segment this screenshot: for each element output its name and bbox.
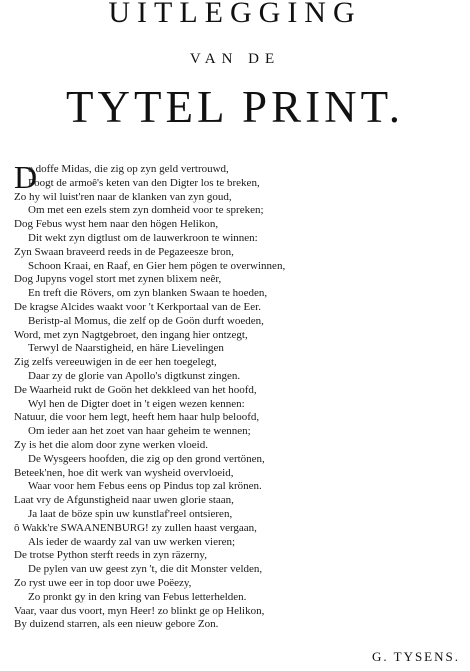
title-line-2: VAN DE	[189, 51, 281, 67]
poem-line: De Waarheid rukt de Goön het dekkleed van het hoofd,	[14, 383, 257, 396]
poem-line: Natuur, die voor hem legt, heeft hem haar hulp beloofd,	[14, 411, 260, 424]
poem-line: Beristp-al Momus, die zelf op de Goön durft woeden,	[28, 314, 264, 327]
drop-cap: D	[14, 159, 38, 195]
poem-line: Word, met zyn Nagtgebroet, den ingang hier ontzegt,	[14, 328, 248, 341]
poem-line: De Wysgeers hoofden, die zig op den grond vertönen,	[28, 452, 265, 465]
poem-line: Schoon Kraai, en Raaf, en Gier hem pögen te overwinnen,	[28, 259, 286, 272]
poem-line: Zo pronkt gy in den kring van Febus letterhelden.	[28, 590, 247, 603]
poem-line: Ja laat de böze spin uw kunstlaf'reel ontsieren,	[28, 507, 233, 520]
poem-line: By duizend starren, als een nieuw gebore Zon.	[14, 618, 219, 631]
signature: G. TYSENS.	[371, 649, 460, 664]
poem-line: Wyl hen de Digter doet in 't eigen wezen kennen:	[28, 397, 245, 410]
poem-line: Zig zelfs vereeuwigen in de eer hen toegelegt,	[14, 356, 217, 369]
poem-line: Zo ryst uwe eer in top door uwe Poëezy,	[14, 576, 192, 589]
poem-line: Dog Jupyns vogel stort met zynen blixem neêr,	[14, 273, 222, 286]
poem-line: Waar voor hem Febus eens op Pindus top zal krönen.	[28, 480, 262, 493]
poem-line: Poogt de armoê's keten van den Digter los te breken,	[28, 176, 260, 189]
poem-line: Vaar, vaar dus voort, myn Heer! zo blinkt ge op Helikon,	[14, 604, 265, 617]
poem-line: Om ieder aan het zoet van haar geheim te wennen;	[28, 425, 251, 438]
poem-line: Om met een ezels stem zyn domheid voor te spreken;	[28, 204, 264, 217]
poem-line: De trotse Python sterft reeds in zyn räzerny,	[14, 549, 207, 562]
poem-line: Zo hy wil luist'ren naar de klanken van zyn goud,	[14, 190, 232, 203]
poem-line: De kragse Alcides waakt voor 't Kerkportaal van de Eer.	[14, 300, 261, 313]
title-line-3: TYTEL PRINT.	[66, 82, 404, 132]
poem-line: Beteek'nen, hoe dit werk van wysheid overvloeid,	[14, 466, 234, 479]
poem-line: e doffe Midas, die zig op zyn geld vertrouwd,	[28, 163, 229, 175]
poem-line: Terwyl de Naarstigheid, en häre Lievelingen	[28, 342, 224, 355]
poem-line: En treft die Rövers, om zyn blanken Swaan te hoeden,	[28, 287, 268, 300]
poem-body	[14, 159, 464, 632]
poem-line: De pylen van uw geest zyn 't, die dit Monster velden,	[28, 563, 263, 576]
poem-line: Zy is het die alom door zyne werken vloeid.	[14, 438, 208, 451]
poem-line: Dog Febus wyst hem naar den högen Helikon,	[14, 218, 219, 231]
poem-line: ô Wakk're SWAANENBURG! zy zullen haast vergaan,	[14, 521, 257, 534]
poem-line: Laat vry de Afgunstigheid naar uwen glorie staan,	[14, 494, 234, 507]
poem-line: Als ieder de waardy zal van uw werken vieren;	[28, 535, 236, 548]
poem-line: Zyn Swaan braveerd reeds in de Pegazeesze bron,	[14, 245, 234, 258]
poem-line: Dit wekt zyn digtlust om de lauwerkroon te winnen:	[28, 231, 258, 244]
title-line-1: UITLEGGING	[108, 0, 362, 29]
poem-line: Daar zy de glorie van Apollo's digtkunst zingen.	[28, 369, 241, 382]
